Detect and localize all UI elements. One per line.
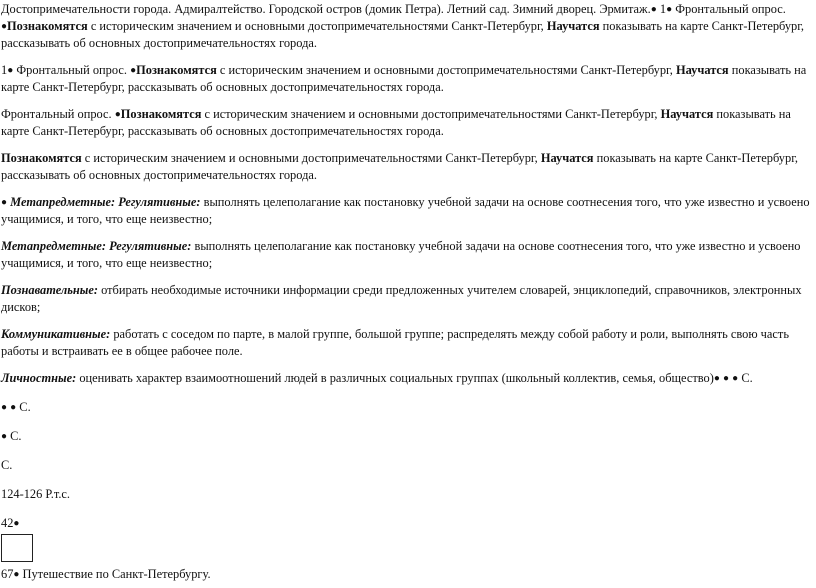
lesson-title: Путешествие по Санкт-Петербургу.: [19, 567, 211, 581]
body-text: показывать на карте Санкт-Петербург, рассказывать об основных достопримечательностях города.: [1, 107, 791, 138]
body-text: показывать на карте Санкт-Петербург, рассказывать об основных достопримечательностях города.: [1, 63, 807, 94]
page-ref: С.: [16, 400, 31, 414]
body-text: с историческим значением и основными достопримечательностями Санкт-Петербург,: [201, 107, 661, 121]
bold-term: Познакомятся: [7, 19, 88, 33]
paragraph-5: [1, 194, 813, 228]
bullet-icon: ●: [114, 109, 121, 120]
body-text: показывать на карте Санкт-Петербург, рассказывать об основных достопримечательностях города.: [1, 19, 805, 50]
bold-term: Научатся: [675, 63, 729, 77]
lesson-number: 1: [656, 2, 667, 16]
bullet-icon: ●: [1, 21, 8, 32]
category-label: Метапредметные: Регулятивные:: [7, 195, 201, 209]
paragraph-11: [1, 428, 813, 445]
lesson-number: 42: [1, 516, 14, 530]
lesson-number: 1: [1, 63, 8, 77]
bullet-icon: ●: [666, 4, 673, 15]
bullet-icon: ●: [13, 518, 20, 529]
paragraph-3: [1, 106, 813, 140]
body-text: с историческим значением и основными достопримечательностями Санкт-Петербург,: [87, 19, 547, 33]
paragraph-8: [1, 326, 813, 360]
page-ref: С.: [7, 429, 22, 443]
paragraph-15: [1, 566, 813, 583]
method-text: Фронтальный опрос.: [1, 107, 115, 121]
body-text: оценивать характер взаимоотношений людей в различных социальных группах (школьный коллектив, семья, общество): [76, 371, 714, 385]
bold-term: Научатся: [546, 19, 600, 33]
category-label: Коммуникативные:: [1, 327, 111, 341]
paragraph-12: [1, 457, 813, 474]
bold-term: Научатся: [660, 107, 714, 121]
bullet-icon: ●: [1, 402, 8, 413]
paragraph-10: [1, 399, 813, 416]
body-text: выполнять целеполагание как постановку учебной задачи на основе соотнесения того, что уже известно и усвоено учащимися, и того, что еще неизвестно;: [1, 239, 801, 270]
document-body: [1, 1, 813, 583]
bold-term: Познакомятся: [136, 63, 217, 77]
bullet-icon: ●: [723, 373, 730, 384]
bullet-icon: ●: [732, 373, 739, 384]
bullet-icon: ●: [10, 402, 17, 413]
paragraph-14: [1, 515, 813, 532]
bullet-icon: ●: [1, 197, 8, 208]
bullet-icon: ●: [650, 4, 657, 15]
paragraph-2: [1, 62, 813, 96]
bullet-icon: ●: [13, 569, 20, 580]
page-ref: С.: [1, 458, 13, 472]
bold-term: Познакомятся: [1, 151, 82, 165]
bullet-icon: ●: [7, 65, 14, 76]
body-text: показывать на карте Санкт-Петербург, рассказывать об основных достопримечательностях города.: [1, 151, 798, 182]
paragraph-1: [1, 1, 813, 52]
method-text: Фронтальный опрос.: [13, 63, 131, 77]
paragraph-7: [1, 282, 813, 316]
bold-term: Познакомятся: [120, 107, 202, 121]
body-text: работать с соседом по парте, в малой группе, большой группе; распределять между собой работу и роли, выполнять свою часть работы и встраивать ее в общее рабочее поле.: [1, 327, 789, 358]
bold-term: Научатся: [540, 151, 594, 165]
bullet-icon: ●: [130, 65, 137, 76]
empty-box: [1, 534, 33, 562]
paragraph-4: [1, 150, 813, 184]
workbook-ref: 124-126 Р.т.с.: [1, 487, 71, 501]
body-text: с историческим значением и основными достопримечательностями Санкт-Петербург,: [216, 63, 676, 77]
topic-list-text: Достопримечательности города. Адмиралтейство. Городской остров (домик Петра). Летний сад. Зимний дворец. Эрмитаж.: [1, 2, 651, 16]
body-text: выполнять целеполагание как постановку учебной задачи на основе соотнесения того, что уже известно и усвоено учащимися, и того, что еще неизвестно;: [1, 195, 810, 226]
paragraph-9: [1, 370, 813, 387]
body-text: с историческим значением и основными достопримечательностями Санкт-Петербург,: [81, 151, 541, 165]
page-ref: С.: [738, 371, 753, 385]
category-label: Метапредметные: Регулятивные:: [1, 239, 192, 253]
lesson-number: 67: [1, 567, 14, 581]
bullet-icon: ●: [1, 431, 8, 442]
paragraph-13: [1, 486, 813, 503]
body-text: отбирать необходимые источники информации среди предложенных учителем словарей, энциклопедий, справочников, электронных дисков;: [1, 283, 802, 314]
category-label: Личностные:: [1, 371, 77, 385]
bullet-icon: ●: [713, 373, 720, 384]
category-label: Познавательные:: [1, 283, 99, 297]
method-text: Фронтальный опрос.: [672, 2, 786, 16]
paragraph-6: [1, 238, 813, 272]
